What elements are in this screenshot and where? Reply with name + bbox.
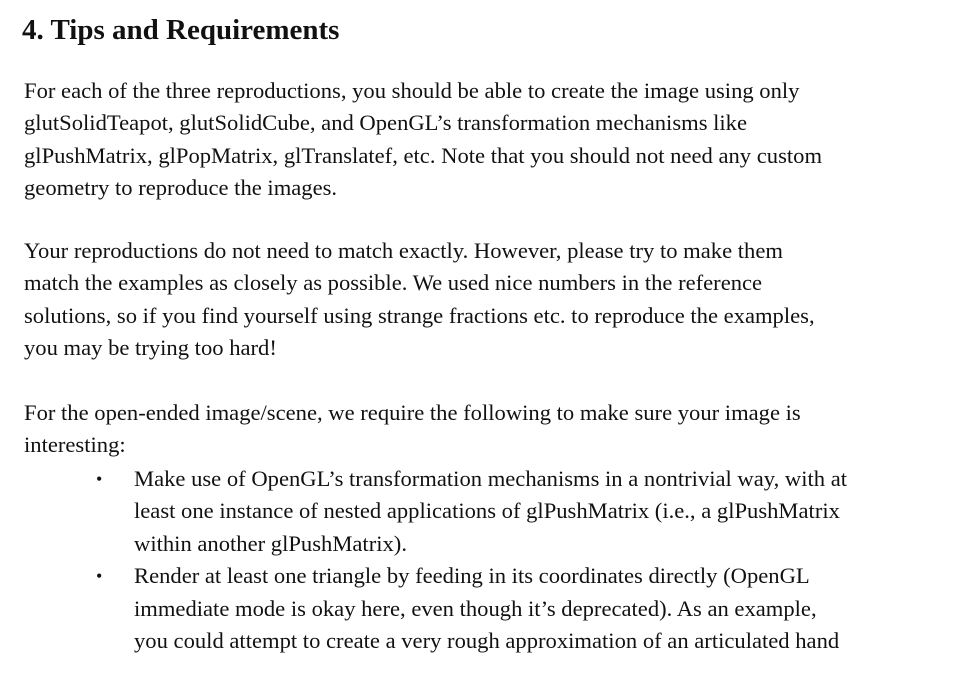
paragraph-reproductions (24, 75, 974, 205)
text-line: Your reproductions do not need to match exactly. However, please try to make them (24, 238, 783, 263)
text-line: geometry to reproduce the images. (24, 175, 338, 201)
text-line: you could attempt to create a very rough approximation of an articulated hand (134, 628, 840, 654)
text-line: immediate mode is okay here, even though it’s deprecated). As an example, (134, 595, 817, 621)
paragraph-matching (24, 235, 974, 365)
text-line: you may be trying too hard! (24, 335, 277, 361)
bullet-icon: • (96, 566, 103, 587)
text-line: For each of the three reproductions, you should be able to create the image using only (24, 78, 800, 103)
section-heading: 4. Tips and Requirements (22, 14, 340, 46)
text-line: Make use of OpenGL’s transformation mechanisms in a nontrivial way, with at (134, 466, 848, 491)
paragraph-open-ended (24, 397, 974, 462)
text-line: least one instance of nested applications of glPushMatrix (i.e., a glPushMatrix (134, 498, 840, 524)
text-line: glPushMatrix, glPopMatrix, glTranslatef, etc. Note that you should not need any custom (24, 142, 823, 168)
text-line: match the examples as closely as possible. We used nice numbers in the reference (24, 270, 763, 296)
requirements-list (0, 463, 847, 657)
bullet-icon: • (96, 469, 103, 489)
list-item (0, 560, 847, 657)
text-line: solutions, so if you find yourself using strange fractions etc. to reproduce the examples, (24, 302, 815, 328)
text-line: For the open-ended image/scene, we require the following to make sure your image is (24, 400, 801, 425)
text-line: within another glPushMatrix). (134, 530, 407, 556)
text-line: glutSolidTeapot, glutSolidCube, and OpenGL’s transformation mechanisms like (24, 110, 748, 136)
text-line: Render at least one triangle by feeding in its coordinates directly (OpenGL (134, 563, 810, 589)
text-line: interesting: (24, 432, 126, 458)
list-item (0, 463, 847, 560)
